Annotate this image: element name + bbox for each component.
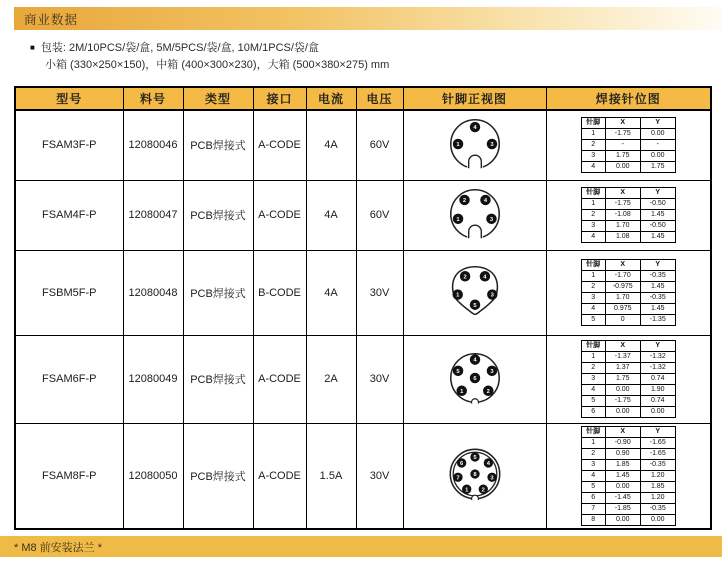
- model-cell: FSAM3F-P: [15, 110, 123, 180]
- svg-text:4: 4: [482, 274, 487, 281]
- svg-text:1: 1: [464, 487, 468, 494]
- pinmap-row: [581, 162, 675, 173]
- pinmap-x-cell: -1.75: [605, 199, 640, 210]
- pinmap-row: [581, 374, 675, 385]
- pinmap-row: [581, 221, 675, 232]
- pinmap-row: [581, 210, 675, 221]
- svg-text:1: 1: [459, 388, 463, 395]
- pinmap-y-cell: 0.74: [640, 374, 675, 385]
- pinmap-pin-cell: 5: [581, 481, 605, 492]
- pin-4: [483, 459, 492, 468]
- table-head: [15, 87, 711, 110]
- current-cell: 2A: [306, 335, 356, 423]
- solder-pin-position-table: [581, 259, 676, 326]
- pinmap-x-cell: 0.90: [605, 448, 640, 459]
- table-row: [15, 180, 711, 250]
- svg-text:2: 2: [481, 487, 485, 494]
- svg-text:8: 8: [472, 472, 477, 479]
- svg-text:3: 3: [489, 475, 494, 482]
- pin-3: [487, 289, 497, 299]
- pinmap-y-cell: -1.65: [640, 448, 675, 459]
- pinmap-pin-cell: 2: [581, 210, 605, 221]
- interface-cell: B-CODE: [253, 250, 306, 335]
- pin-5: [469, 300, 479, 310]
- pin-5: [470, 453, 479, 462]
- pin-front-view-cell: [403, 250, 546, 335]
- product-table: [14, 86, 712, 530]
- pin-6: [469, 372, 479, 382]
- column-header-part-number: 料号: [123, 87, 183, 110]
- voltage-cell: 30V: [356, 335, 403, 423]
- pin-6: [457, 459, 466, 468]
- pinmap-header-pin: 针脚: [581, 188, 605, 199]
- svg-text:4: 4: [483, 197, 487, 204]
- pinmap-y-cell: 1.75: [640, 162, 675, 173]
- model-cell: FSAM4F-P: [15, 180, 123, 250]
- part-number-cell: 12080047: [123, 180, 183, 250]
- pin-1: [462, 485, 471, 494]
- pinmap-y-cell: -0.35: [640, 459, 675, 470]
- pinmap-pin-cell: 1: [581, 271, 605, 282]
- column-header-solder-pin-map: 焊接针位图: [546, 87, 711, 110]
- pinmap-header-row: [581, 260, 675, 271]
- svg-text:7: 7: [455, 475, 460, 482]
- interface-cell: A-CODE: [253, 110, 306, 180]
- pinmap-y-cell: -0.35: [640, 503, 675, 514]
- pinmap-row: [581, 396, 675, 407]
- pinmap-y-cell: 0.74: [640, 396, 675, 407]
- pinmap-pin-cell: 2: [581, 448, 605, 459]
- section-title-bar: [14, 7, 722, 30]
- pinmap-row: [581, 151, 675, 162]
- pin-4: [479, 271, 489, 281]
- pinmap-y-cell: 0.00: [640, 129, 675, 140]
- pinmap-header-x: X: [605, 118, 640, 129]
- svg-text:1: 1: [455, 292, 459, 299]
- pinmap-y-cell: 0.00: [640, 407, 675, 418]
- type-cell: PCB焊接式: [183, 335, 253, 423]
- pinmap-y-cell: 1.45: [640, 232, 675, 243]
- pinmap-x-cell: 1.75: [605, 374, 640, 385]
- pinmap-y-cell: -0.35: [640, 293, 675, 304]
- solder-pin-map-cell: [546, 423, 711, 529]
- packaging-info: [30, 39, 389, 74]
- pinmap-y-cell: 1.90: [640, 385, 675, 396]
- pinmap-y-cell: -0.35: [640, 271, 675, 282]
- pinmap-pin-cell: 7: [581, 503, 605, 514]
- pin-front-view-diagram: [444, 113, 506, 175]
- pinmap-y-cell: 0.00: [640, 151, 675, 162]
- pinmap-x-cell: -1.85: [605, 503, 640, 514]
- pinmap-header-row: [581, 188, 675, 199]
- solder-pin-map-cell: [546, 110, 711, 180]
- column-header-model: 型号: [15, 87, 123, 110]
- svg-text:5: 5: [472, 302, 477, 309]
- svg-text:1: 1: [455, 141, 460, 148]
- pinmap-pin-cell: 3: [581, 293, 605, 304]
- solder-pin-position-table: [581, 340, 676, 418]
- pinmap-y-cell: -1.65: [640, 437, 675, 448]
- pin-3: [486, 365, 496, 375]
- type-cell: PCB焊接式: [183, 423, 253, 529]
- svg-text:1: 1: [455, 216, 460, 223]
- pinmap-row: [581, 448, 675, 459]
- pinmap-header-row: [581, 118, 675, 129]
- pin-7: [453, 473, 462, 482]
- pinmap-pin-cell: 6: [581, 407, 605, 418]
- packaging-line-2: [30, 57, 389, 74]
- model-cell: FSAM6F-P: [15, 335, 123, 423]
- pinmap-x-cell: 1.85: [605, 459, 640, 470]
- pinmap-x-cell: -1.08: [605, 210, 640, 221]
- pinmap-header-y: Y: [640, 118, 675, 129]
- pin-4: [469, 122, 479, 132]
- voltage-cell: 60V: [356, 110, 403, 180]
- pinmap-y-cell: 1.85: [640, 481, 675, 492]
- pin-front-view-diagram: [444, 260, 506, 322]
- pinmap-row: [581, 315, 675, 326]
- pinmap-x-cell: 0.00: [605, 514, 640, 525]
- pinmap-pin-cell: 1: [581, 352, 605, 363]
- type-cell: PCB焊接式: [183, 110, 253, 180]
- pinmap-row: [581, 407, 675, 418]
- solder-pin-position-table: [581, 117, 676, 173]
- current-cell: 4A: [306, 110, 356, 180]
- current-cell: 4A: [306, 250, 356, 335]
- pinmap-pin-cell: 3: [581, 374, 605, 385]
- pinmap-x-cell: 0: [605, 315, 640, 326]
- pinmap-y-cell: -1.32: [640, 363, 675, 374]
- voltage-cell: 60V: [356, 180, 403, 250]
- pin-2: [459, 271, 469, 281]
- column-header-interface: 接口: [253, 87, 306, 110]
- pinmap-y-cell: -0.50: [640, 221, 675, 232]
- solder-pin-map-cell: [546, 250, 711, 335]
- pinmap-x-cell: 1.37: [605, 363, 640, 374]
- svg-text:3: 3: [489, 141, 494, 148]
- pinmap-row: [581, 385, 675, 396]
- pinmap-x-cell: -1.75: [605, 129, 640, 140]
- pinmap-y-cell: 1.45: [640, 282, 675, 293]
- pin-5: [452, 365, 462, 375]
- svg-text:6: 6: [472, 375, 477, 382]
- pinmap-header-x: X: [605, 260, 640, 271]
- pinmap-header-x: X: [605, 341, 640, 352]
- pinmap-row: [581, 481, 675, 492]
- pinmap-y-cell: 1.20: [640, 470, 675, 481]
- svg-text:4: 4: [472, 124, 477, 131]
- footer-note: * M8 前安装法兰 *: [14, 541, 103, 554]
- pinmap-pin-cell: 3: [581, 221, 605, 232]
- pinmap-row: [581, 470, 675, 481]
- solder-pin-map-cell: [546, 180, 711, 250]
- svg-text:5: 5: [455, 368, 460, 375]
- svg-text:4: 4: [486, 461, 490, 468]
- pinmap-x-cell: 0.00: [605, 162, 640, 173]
- pinmap-x-cell: -0.975: [605, 282, 640, 293]
- column-header-current: 电流: [306, 87, 356, 110]
- pinmap-pin-cell: 6: [581, 492, 605, 503]
- pinmap-pin-cell: 1: [581, 437, 605, 448]
- pin-1: [452, 139, 462, 149]
- pinmap-pin-cell: 4: [581, 470, 605, 481]
- pinmap-x-cell: 0.00: [605, 407, 640, 418]
- pinmap-row: [581, 459, 675, 470]
- pin-1: [452, 289, 462, 299]
- pin-1: [452, 213, 462, 223]
- pinmap-header-x: X: [605, 426, 640, 437]
- table-body: [15, 110, 711, 529]
- pinmap-x-cell: 0.00: [605, 385, 640, 396]
- pinmap-row: [581, 503, 675, 514]
- pinmap-x-cell: 1.45: [605, 470, 640, 481]
- solder-pin-position-table: [581, 187, 676, 243]
- pinmap-x-cell: -1.75: [605, 396, 640, 407]
- part-number-cell: 12080050: [123, 423, 183, 529]
- pinmap-x-cell: -1.45: [605, 492, 640, 503]
- pinmap-x-cell: -1.37: [605, 352, 640, 363]
- svg-text:2: 2: [462, 197, 466, 204]
- pin-front-view-cell: [403, 110, 546, 180]
- table-row: [15, 250, 711, 335]
- pin-3: [487, 473, 496, 482]
- pinmap-header-pin: 针脚: [581, 426, 605, 437]
- pinmap-row: [581, 437, 675, 448]
- pinmap-pin-cell: 4: [581, 385, 605, 396]
- pinmap-pin-cell: 5: [581, 315, 605, 326]
- pinmap-x-cell: 1.70: [605, 221, 640, 232]
- pinmap-pin-cell: 8: [581, 514, 605, 525]
- pinmap-row: [581, 514, 675, 525]
- pinmap-y-cell: 1.45: [640, 210, 675, 221]
- svg-text:3: 3: [490, 292, 494, 299]
- pinmap-pin-cell: 2: [581, 363, 605, 374]
- pinmap-pin-cell: 5: [581, 396, 605, 407]
- interface-cell: A-CODE: [253, 335, 306, 423]
- pinmap-row: [581, 304, 675, 315]
- interface-cell: A-CODE: [253, 423, 306, 529]
- current-cell: 4A: [306, 180, 356, 250]
- pin-3: [486, 213, 496, 223]
- pinmap-x-cell: 0.975: [605, 304, 640, 315]
- voltage-cell: 30V: [356, 423, 403, 529]
- packaging-text-2: 小箱 (330×250×150)，中箱 (400×300×230)，大箱 (500×380×275) mm: [45, 59, 390, 71]
- column-header-voltage: 电压: [356, 87, 403, 110]
- pinmap-y-cell: -0.50: [640, 199, 675, 210]
- pinmap-header-y: Y: [640, 260, 675, 271]
- pinmap-x-cell: 1.70: [605, 293, 640, 304]
- pinmap-header-pin: 针脚: [581, 118, 605, 129]
- table-row: [15, 110, 711, 180]
- svg-text:2: 2: [462, 274, 467, 281]
- pinmap-row: [581, 140, 675, 151]
- section-title: 商业数据: [24, 12, 79, 27]
- model-cell: FSAM8F-P: [15, 423, 123, 529]
- part-number-cell: 12080046: [123, 110, 183, 180]
- svg-text:5: 5: [472, 455, 477, 462]
- pin-2: [459, 194, 469, 204]
- pinmap-pin-cell: 1: [581, 129, 605, 140]
- voltage-cell: 30V: [356, 250, 403, 335]
- pinmap-x-cell: -1.70: [605, 271, 640, 282]
- pinmap-row: [581, 352, 675, 363]
- pinmap-row: [581, 293, 675, 304]
- pin-front-view-cell: [403, 423, 546, 529]
- pinmap-header-y: Y: [640, 341, 675, 352]
- table-row: [15, 423, 711, 529]
- pinmap-header-row: [581, 426, 675, 437]
- pin-front-view-cell: [403, 335, 546, 423]
- current-cell: 1.5A: [306, 423, 356, 529]
- model-cell: FSBM5F-P: [15, 250, 123, 335]
- pinmap-pin-cell: 3: [581, 459, 605, 470]
- pinmap-y-cell: -1.35: [640, 315, 675, 326]
- pinmap-row: [581, 492, 675, 503]
- pinmap-row: [581, 129, 675, 140]
- pin-1: [456, 385, 466, 395]
- pin-2: [478, 485, 487, 494]
- solder-pin-position-table: [581, 426, 676, 526]
- pinmap-row: [581, 232, 675, 243]
- pinmap-pin-cell: 3: [581, 151, 605, 162]
- svg-text:6: 6: [459, 461, 463, 468]
- svg-text:3: 3: [489, 368, 494, 375]
- pin-2: [483, 385, 493, 395]
- bullet-square-icon: ■: [30, 43, 35, 52]
- packaging-line-1: [30, 39, 389, 57]
- pinmap-pin-cell: 4: [581, 232, 605, 243]
- column-header-pin-front-view: 针脚正视图: [403, 87, 546, 110]
- pinmap-x-cell: 1.75: [605, 151, 640, 162]
- pinmap-y-cell: 1.45: [640, 304, 675, 315]
- part-number-cell: 12080048: [123, 250, 183, 335]
- header-row: [15, 87, 711, 110]
- pin-4: [469, 354, 479, 364]
- pinmap-header-row: [581, 341, 675, 352]
- pinmap-pin-cell: 4: [581, 304, 605, 315]
- pinmap-x-cell: -: [605, 140, 640, 151]
- pinmap-row: [581, 199, 675, 210]
- type-cell: PCB焊接式: [183, 180, 253, 250]
- column-header-type: 类型: [183, 87, 253, 110]
- pinmap-header-pin: 针脚: [581, 341, 605, 352]
- pin-8: [470, 470, 479, 479]
- pinmap-pin-cell: 1: [581, 199, 605, 210]
- table-row: [15, 335, 711, 423]
- pinmap-x-cell: 0.00: [605, 481, 640, 492]
- svg-text:2: 2: [486, 388, 490, 395]
- pinmap-y-cell: -: [640, 140, 675, 151]
- pinmap-header-pin: 针脚: [581, 260, 605, 271]
- pinmap-pin-cell: 4: [581, 162, 605, 173]
- pinmap-y-cell: -1.32: [640, 352, 675, 363]
- solder-pin-map-cell: [546, 335, 711, 423]
- pin-front-view-diagram: [444, 347, 506, 409]
- pinmap-header-x: X: [605, 188, 640, 199]
- pinmap-x-cell: 1.08: [605, 232, 640, 243]
- packaging-text-1: 包装: 2M/10PCS/袋/盒, 5M/5PCS/袋/盒, 10M/1PCS/袋/盒: [40, 42, 319, 54]
- interface-cell: A-CODE: [253, 180, 306, 250]
- part-number-cell: 12080049: [123, 335, 183, 423]
- pinmap-row: [581, 282, 675, 293]
- pinmap-row: [581, 363, 675, 374]
- pinmap-pin-cell: 2: [581, 282, 605, 293]
- pinmap-row: [581, 271, 675, 282]
- pinmap-header-y: Y: [640, 188, 675, 199]
- pinmap-x-cell: -0.90: [605, 437, 640, 448]
- pin-3: [486, 139, 496, 149]
- pinmap-y-cell: 1.20: [640, 492, 675, 503]
- pin-front-view-diagram: [444, 443, 506, 505]
- footer-note-bar: [0, 536, 722, 557]
- pinmap-y-cell: 0.00: [640, 514, 675, 525]
- pin-front-view-cell: [403, 180, 546, 250]
- svg-text:4: 4: [472, 357, 477, 364]
- pin-front-view-diagram: [444, 183, 506, 245]
- pinmap-pin-cell: 2: [581, 140, 605, 151]
- svg-text:3: 3: [489, 216, 493, 223]
- type-cell: PCB焊接式: [183, 250, 253, 335]
- pinmap-header-y: Y: [640, 426, 675, 437]
- pin-4: [480, 194, 490, 204]
